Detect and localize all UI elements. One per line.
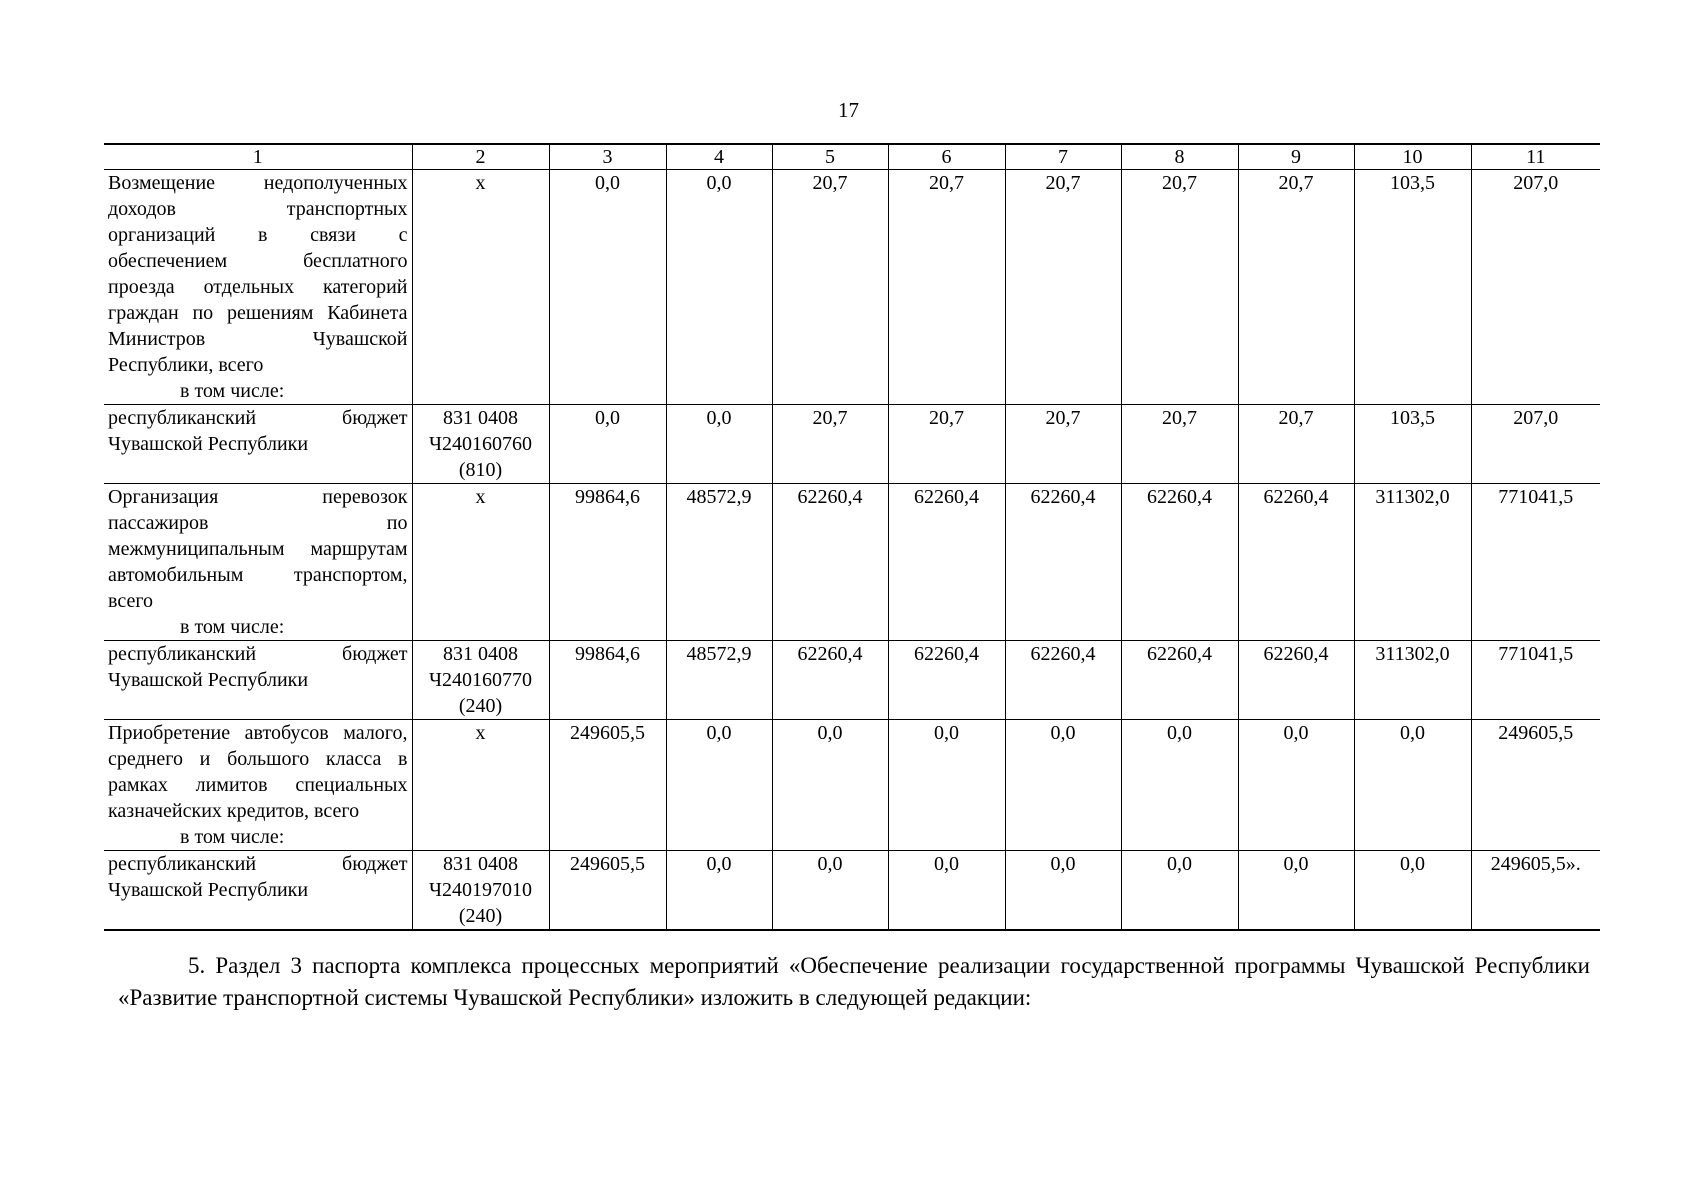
- value-cell: 0,0: [1005, 720, 1121, 851]
- row-subnote: в том числе:: [180, 826, 285, 848]
- value-cell: 0,0: [549, 405, 666, 484]
- value-cell: 20,7: [1005, 170, 1121, 405]
- budget-code-cell: [412, 641, 549, 720]
- table-row: [104, 641, 1600, 720]
- value-cell: 20,7: [1121, 405, 1238, 484]
- column-header: 1: [104, 144, 412, 170]
- value-cell: 0,0: [549, 170, 666, 405]
- value-cell: 20,7: [1121, 170, 1238, 405]
- value-cell: 99864,6: [549, 641, 666, 720]
- budget-code-line: х: [475, 172, 486, 194]
- budget-code-line: Ч240160770: [429, 669, 532, 691]
- table-row: [104, 720, 1600, 851]
- column-header: 3: [549, 144, 666, 170]
- row-subnote: в том числе:: [180, 616, 285, 638]
- row-name-cell: [104, 170, 412, 405]
- row-name-cell: [104, 641, 412, 720]
- budget-code-cell: [412, 720, 549, 851]
- value-cell: 62260,4: [1238, 641, 1354, 720]
- row-name: Возмещение недополученных доходов транспортных организаций в связи с обеспечением бесплатного проезда отдельных категорий граждан по решениям Кабинета Министров Чувашской Республики, всего: [108, 172, 408, 376]
- value-cell: 0,0: [1121, 720, 1238, 851]
- row-name: Организация перевозок пассажиров по межмуниципальным маршрутам автомобильным транспортом, всего: [108, 486, 408, 612]
- table-row: [104, 170, 1600, 405]
- value-cell: 62260,4: [888, 484, 1005, 641]
- column-header: 5: [772, 144, 888, 170]
- column-header: 10: [1354, 144, 1471, 170]
- value-cell: 62260,4: [1121, 484, 1238, 641]
- value-cell: 62260,4: [1005, 484, 1121, 641]
- value-cell: 103,5: [1354, 170, 1471, 405]
- value-cell: 771041,5: [1471, 641, 1600, 720]
- value-cell: 0,0: [1005, 851, 1121, 931]
- column-header: 11: [1471, 144, 1600, 170]
- value-cell: 249605,5: [549, 720, 666, 851]
- value-cell: 48572,9: [666, 641, 772, 720]
- value-cell: 0,0: [666, 851, 772, 931]
- column-header: 6: [888, 144, 1005, 170]
- row-name-cell: [104, 720, 412, 851]
- budget-code-line: Ч240160760: [429, 433, 532, 455]
- value-cell: 0,0: [888, 851, 1005, 931]
- section-paragraph: 5. Раздел 3 паспорта комплекса процессных мероприятий «Обеспечение реализации государственной программы Чувашской Республики «Развитие транспортной системы Чувашской Республики» изложить в следующей редакции:: [118, 953, 1590, 1010]
- value-cell: 249605,5: [1471, 720, 1600, 851]
- row-name: республиканский бюджет Чувашской Республики: [108, 853, 408, 901]
- value-cell: 20,7: [888, 170, 1005, 405]
- value-cell: 48572,9: [666, 484, 772, 641]
- budget-code-line: Ч240197010: [429, 879, 532, 901]
- row-name: республиканский бюджет Чувашской Республики: [108, 643, 408, 691]
- row-name-cell: [104, 851, 412, 931]
- table-row: [104, 851, 1600, 931]
- value-cell: 0,0: [1121, 851, 1238, 931]
- budget-table: [104, 143, 1600, 931]
- page-number: 17: [838, 98, 859, 122]
- value-cell: 0,0: [666, 720, 772, 851]
- value-cell: 771041,5: [1471, 484, 1600, 641]
- column-header: 4: [666, 144, 772, 170]
- value-cell: 207,0: [1471, 170, 1600, 405]
- budget-code-line: (240): [458, 695, 503, 717]
- value-cell: 62260,4: [1238, 484, 1354, 641]
- column-header: 7: [1005, 144, 1121, 170]
- budget-code-line: 831 0408: [443, 853, 518, 875]
- value-cell: 62260,4: [772, 641, 888, 720]
- row-name-cell: [104, 484, 412, 641]
- table-row: [104, 484, 1600, 641]
- budget-code-line: х: [475, 722, 486, 744]
- value-cell: 20,7: [772, 405, 888, 484]
- budget-code-line: (240): [458, 905, 503, 927]
- value-cell: 20,7: [1238, 405, 1354, 484]
- budget-code-line: 831 0408: [443, 407, 518, 429]
- value-cell: 62260,4: [888, 641, 1005, 720]
- value-cell: 207,0: [1471, 405, 1600, 484]
- value-cell: 62260,4: [772, 484, 888, 641]
- value-cell: 62260,4: [1005, 641, 1121, 720]
- budget-code-cell: [412, 170, 549, 405]
- value-cell: 0,0: [1238, 720, 1354, 851]
- budget-code-cell: [412, 405, 549, 484]
- value-cell: 0,0: [666, 405, 772, 484]
- value-cell: 0,0: [772, 720, 888, 851]
- table-header-row: [104, 144, 1600, 170]
- budget-code-cell: [412, 484, 549, 641]
- column-header: 2: [412, 144, 549, 170]
- value-cell: 311302,0: [1354, 641, 1471, 720]
- budget-code-cell: [412, 851, 549, 931]
- budget-code-line: 831 0408: [443, 643, 518, 665]
- value-cell: 62260,4: [1121, 641, 1238, 720]
- value-cell: 20,7: [1238, 170, 1354, 405]
- row-subnote: в том числе:: [180, 380, 285, 402]
- row-name: Приобретение автобусов малого, среднего и большого класса в рамках лимитов специальных казначейских кредитов, всего: [108, 722, 408, 822]
- value-cell: 249605,5».: [1471, 851, 1600, 931]
- row-name-cell: [104, 405, 412, 484]
- value-cell: 0,0: [1238, 851, 1354, 931]
- value-cell: 0,0: [888, 720, 1005, 851]
- column-header: 9: [1238, 144, 1354, 170]
- budget-code-line: х: [475, 486, 486, 508]
- value-cell: 0,0: [1354, 851, 1471, 931]
- value-cell: 311302,0: [1354, 484, 1471, 641]
- value-cell: 20,7: [888, 405, 1005, 484]
- value-cell: 0,0: [1354, 720, 1471, 851]
- value-cell: 249605,5: [549, 851, 666, 931]
- value-cell: 103,5: [1354, 405, 1471, 484]
- value-cell: 20,7: [1005, 405, 1121, 484]
- value-cell: 0,0: [666, 170, 772, 405]
- column-header: 8: [1121, 144, 1238, 170]
- value-cell: 99864,6: [549, 484, 666, 641]
- budget-code-line: (810): [458, 459, 503, 481]
- value-cell: 20,7: [772, 170, 888, 405]
- table-row: [104, 405, 1600, 484]
- value-cell: 0,0: [772, 851, 888, 931]
- row-name: республиканский бюджет Чувашской Республики: [108, 407, 408, 455]
